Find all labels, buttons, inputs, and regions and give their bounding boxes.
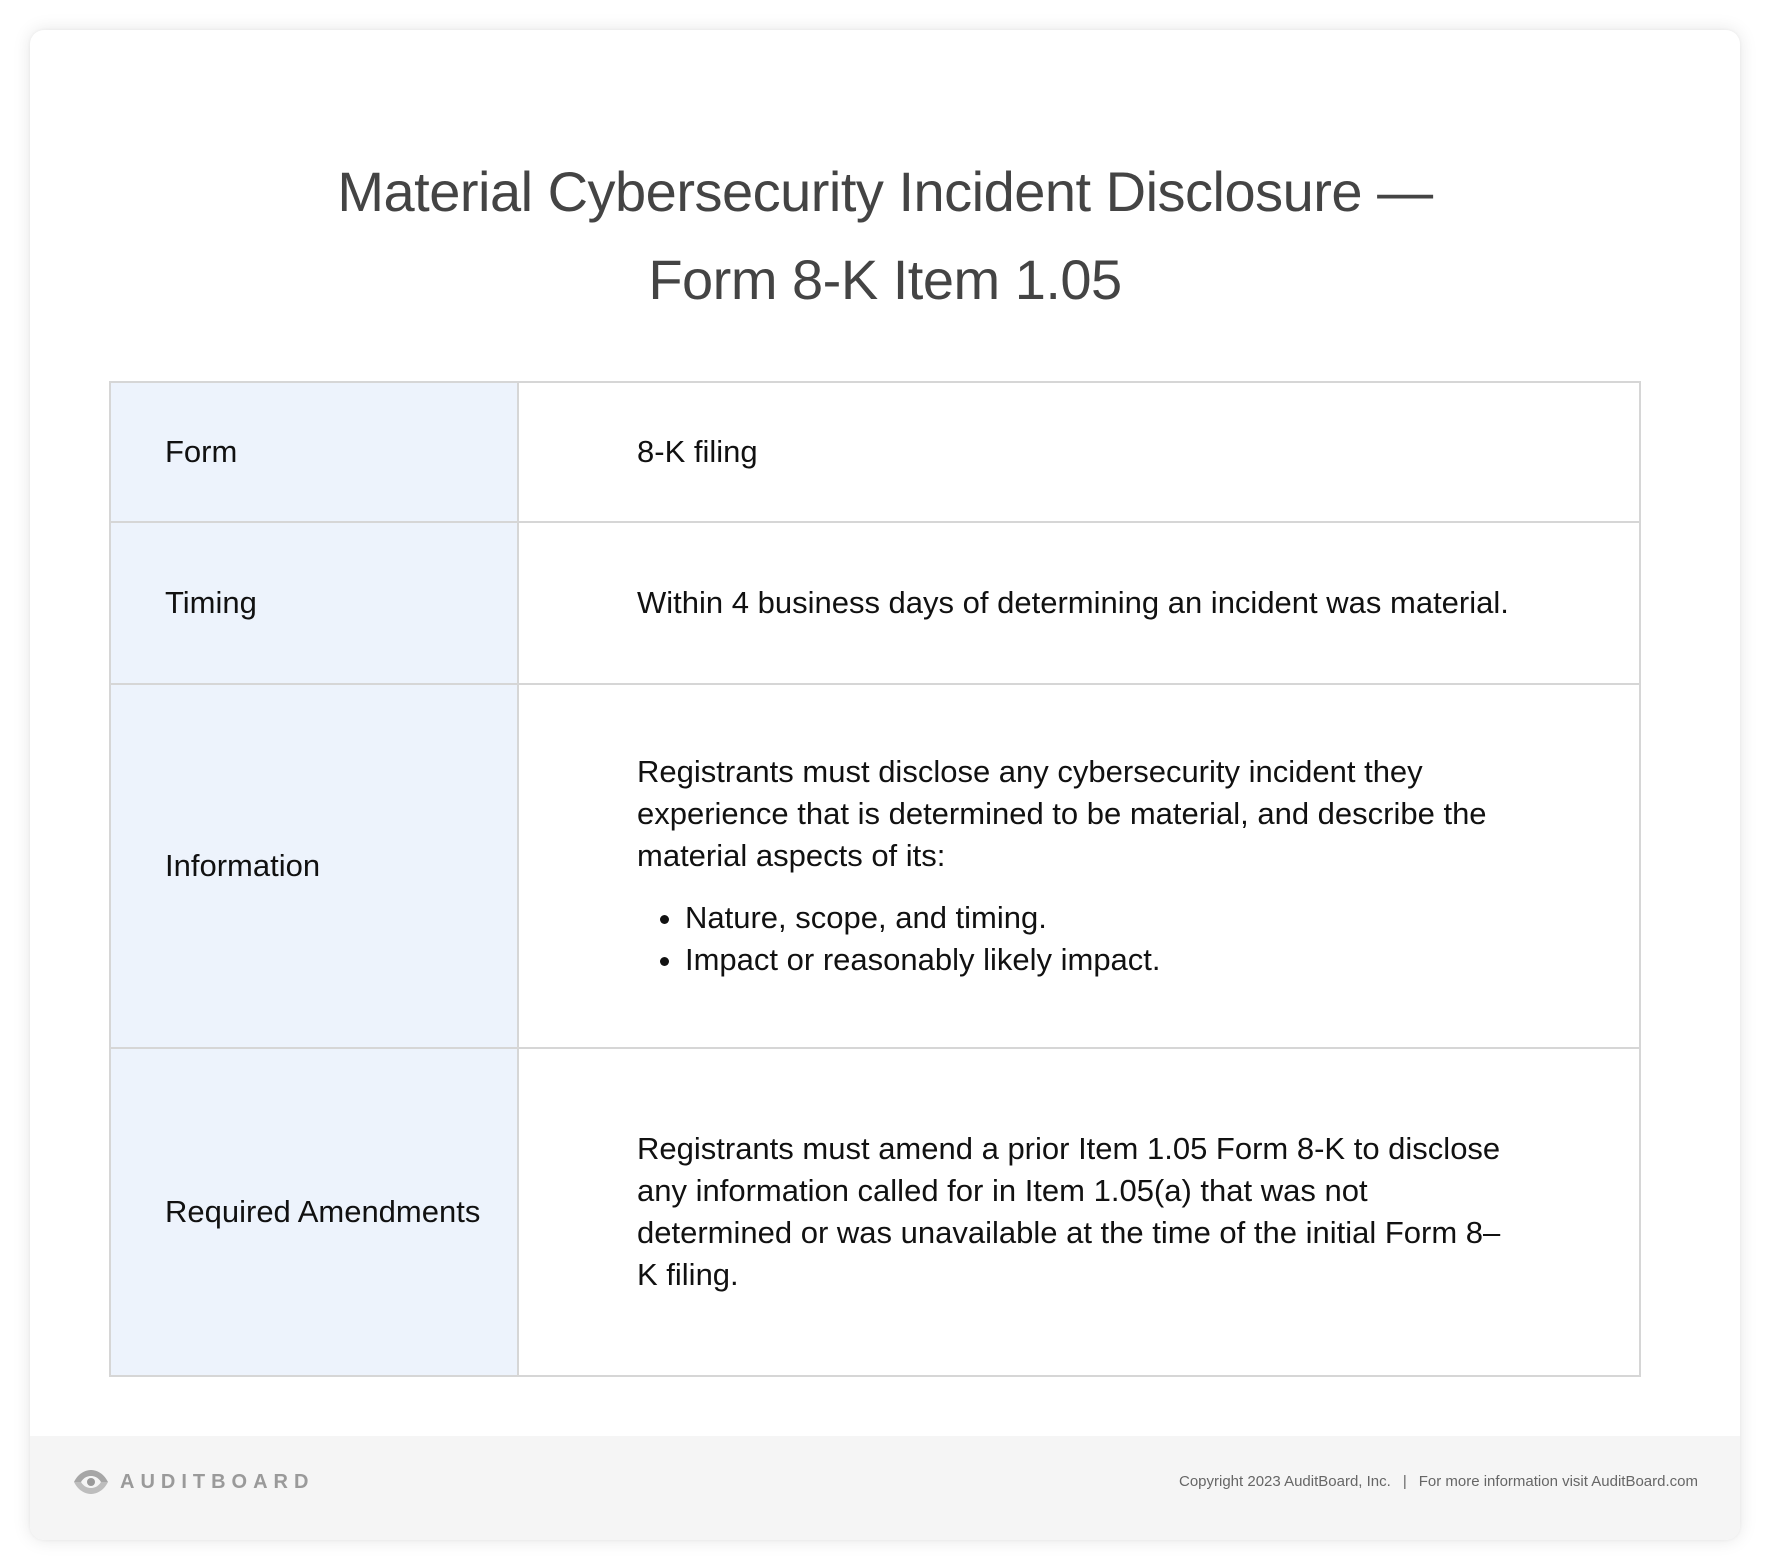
bullet-item: • Impact or reasonably likely impact. xyxy=(685,939,1519,981)
row-value xyxy=(519,523,1639,683)
bullet-item: • Nature, scope, and timing. xyxy=(685,897,1519,939)
auditboard-logo-icon xyxy=(70,1467,112,1497)
row-label: Information xyxy=(111,685,519,1047)
row-label: Timing xyxy=(111,523,519,683)
auditboard-wordmark: AUDITBOARD xyxy=(120,1470,315,1493)
row-value-text: Registrants must amend a prior Item 1.05 Form 8-K to disclose any information called for in Item 1.05(a) that was not determined or was unavailable at the time of the initial Form 8–K filing. xyxy=(637,1131,1501,1292)
table-row-required-amendments xyxy=(111,1047,1639,1375)
disclosure-table xyxy=(109,381,1641,1377)
row-value xyxy=(519,1049,1639,1375)
table-row-timing xyxy=(111,521,1639,683)
more-info-text: For more information visit AuditBoard.com xyxy=(1418,1473,1698,1490)
footer xyxy=(30,1436,1740,1540)
table-row-information xyxy=(111,683,1639,1047)
row-value-text: Registrants must disclose any cybersecurity incident they experience that is determined to be material, and describe the material aspects of its: xyxy=(637,754,1487,873)
title-line-2: Form 8-K Item 1.05 xyxy=(648,248,1122,311)
table-row-form xyxy=(111,383,1639,521)
row-label: Form xyxy=(111,383,519,521)
title-line-1: Material Cybersecurity Incident Disclosure — xyxy=(337,160,1433,223)
bullet-list xyxy=(637,897,1519,981)
row-value xyxy=(519,685,1639,1047)
row-value xyxy=(519,383,1639,521)
footer-separator: | xyxy=(1402,1473,1407,1490)
infographic-card xyxy=(30,30,1740,1540)
auditboard-logo xyxy=(70,1460,314,1504)
copyright-text: Copyright 2023 AuditBoard, Inc. xyxy=(1179,1473,1391,1490)
footer-info xyxy=(1179,1470,1698,1494)
row-value-text: Within 4 business days of determining an incident was material. xyxy=(637,585,1509,620)
page-title xyxy=(30,148,1740,324)
row-value-text: 8-K filing xyxy=(637,434,758,469)
row-label: Required Amendments xyxy=(111,1049,519,1375)
